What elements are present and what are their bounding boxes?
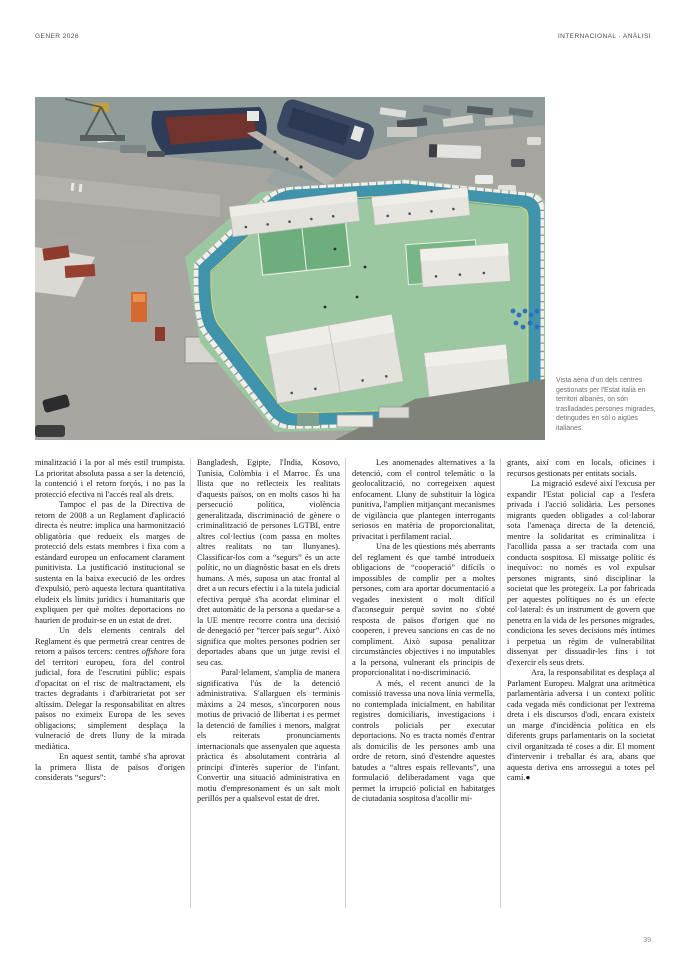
issue-date: GENER 2026 xyxy=(35,33,79,40)
page-header xyxy=(35,33,651,40)
body-paragraph: Ara, la responsabilitat es desplaça al Parlament Europeu. Malgrat una aritmètica parlamentària adversa i un context polític cada vegada més condicionat per l'extrema dreta i els discursos d'odi, encara existeix un marge d'incidència política en els diferents grups parlamentaris on la societat civil organitzada té coses a dir. El moment d'intervenir i treballar és ara, abans que aquesta deriva ens arrossegui a totes pel camí.● xyxy=(507,668,655,782)
article-photo xyxy=(35,97,545,440)
body-paragraph: Paral·lelament, s'amplia de manera significativa l'ús de la detenció administrativa. S'allarguen els terminis màxims a 24 mesos, s'incorporen nous motius de privació de llibertat i es permet la detenció de famílies i menors, malgrat els reiterats pronunciaments internacionals que assenyalen que aquesta pràctica és absolutament contrària al principi d'interès superior de l'infant. Convertir una situació administrativa en motiu d'empresonament és un salt molt perillós per a qualsevol estat de dret. xyxy=(197,668,340,803)
body-paragraph: A més, el recent anunci de la comissió travessa una nova línia vermella, no contemplada inicialment, en habilitar registres domiciliaris, investigacions i controls policials per executar deportacions. No es tracta només d'entrar als domicilis de les persones amb una ordre de retorn, sinó d'estendre aquestes batudes a “altres espais rellevants”, una formulació deliberadament vaga que permet la irrupció policial en habitatges de ciutadania sospitosa d'acollir mi- xyxy=(352,678,495,803)
body-paragraph: La migració esdevé així l'excusa per expandir l'Estat policial cap a l'esfera privada i l'acció solidària. Les persones migrants queden obligades a col·laborar sota l'amenaça directa de la detenció, mentre la solidaritat es criminalitza i l'acollida passa a ser tractada com una conducta sospitosa. El missatge polític és inequívoc: no només es vol expulsar persones migrants, sinó disciplinar la societat que les protegeix. La por fabricada per aquestes polítiques no és un efecte col·lateral: és un instrument de govern que penetra en la vida de les persones migrades, condiciona les seves decisions més íntimes i perpetua un règim de vulnerabilitat dissenyat per dissuadir-les fins i tot d'exercir els seus drets. xyxy=(507,479,655,667)
page-number: 39 xyxy=(643,937,651,944)
photo-caption: Vista aèria d'un dels centres gestionats per l'Estat italià en territori albanès, on són traslladades persones migrades, detingudes en sòl o aigües italianes. xyxy=(556,377,656,432)
body-paragraph: Una de les qüestions més aberrants del reglament és que també introdueix obligacions de “cooperació” difícils o impossibles de complir per a moltes persones, com ara aportar documentació a vegades inexistent o molt difícil d'aconseguir perquè sovint no s'obté resposta de països d'origen que no cooperen, i preveu sancions en cas de no compliment. Això suposa penalitzar circumstàncies objectives i no imputables a la persona, vulnerant els principis de proporcionalitat i no-discriminació. xyxy=(352,542,495,677)
body-paragraph: Tampoc el pas de la Directiva de retorn de 2008 a un Reglament d'aplicació directa és neutre: implica una harmonització obligatòria que redueix els marges de protecció dels estats membres i fixa com a estàndard europeu un enfocament clarament punitivista. La justificació institucional se sustenta en la baixa execució de les ordres d'expulsió, però aquesta lectura quantitativa eludeix els límits jurídics i humanitaris que expliquen per què moltes deportacions no haurien de produir-se en un estat de dret. xyxy=(35,500,185,625)
section-label: INTERNACIONAL · ANÀLISI xyxy=(557,33,651,40)
body-paragraph: grants, així com en locals, oficines i recursos gestionats per entitats socials. xyxy=(507,458,655,478)
body-paragraph: Bangladesh, Egipte, l'Índia, Kosovo, Tunísia, Colòmbia i el Marroc. És una llista que no reflecteix les realitats d'aquests països, on en molts casos hi ha persecució política, violència generalitzada, discriminació de gènere o criminalització de persones LGTBI, entre altres col·lectius (com passa en moltes altres realitats no tan llunyanes). Classificar-los com a “segurs” és un acte polític, no un diagnòstic basat en els drets humans. A més, suposa un atac frontal al dret a un recurs efectiu i a la tutela judicial efectiva perquè s'ha acordat eliminar el dret automàtic de la persona a quedar-se a la UE mentre recorre contra una decisió de denegació per “tercer país segur”. Això significa que moltes persones podrien ser deportades abans que un jutge revisi el seu cas. xyxy=(197,458,341,667)
text-column-2 xyxy=(190,458,345,908)
article-body xyxy=(35,458,655,908)
text-column-4 xyxy=(500,458,655,908)
text-column-1 xyxy=(35,458,190,908)
body-paragraph: En aquest sentit, també s'ha aprovat la primera llista de països d'origen considerats “segurs”: xyxy=(35,752,185,782)
body-paragraph: Les anomenades alternatives a la detenció, com el control telemàtic o la geolocalització, no corregeixen aquest enfocament. Lluny de substituir la lògica punitiva, l'amplien mitjançant mecanismes de vigilància que plantegen interrogants seriosos en matèria de proporcionalitat, privacitat i perfilament racial. xyxy=(352,458,495,541)
aerial-detention-centre-illustration xyxy=(35,97,545,440)
text-column-3 xyxy=(345,458,500,908)
body-paragraph: Un dels elements centrals del Reglament és que permetrà crear centres de retorn a països tercers: centres offshore fora del territori europeu, fora del control judicial, fora de l'escrutini públic; espais d'opacitat on el risc de maltractament, els tractes degradants i d'arbitrarietat pot ser altíssim. Delegar la responsabilitat en altres països no eximeix Europa de les seves obligacions; simplement desplaça la vulneració de drets lluny de la mirada mediàtica. xyxy=(35,626,186,751)
body-paragraph: minalització i la por al més estil trumpista. La prioritat absoluta passa a ser la detenció, la contenció i el retorn forçós, i no pas la protecció efectiva ni l'accés real als drets. xyxy=(35,458,185,499)
